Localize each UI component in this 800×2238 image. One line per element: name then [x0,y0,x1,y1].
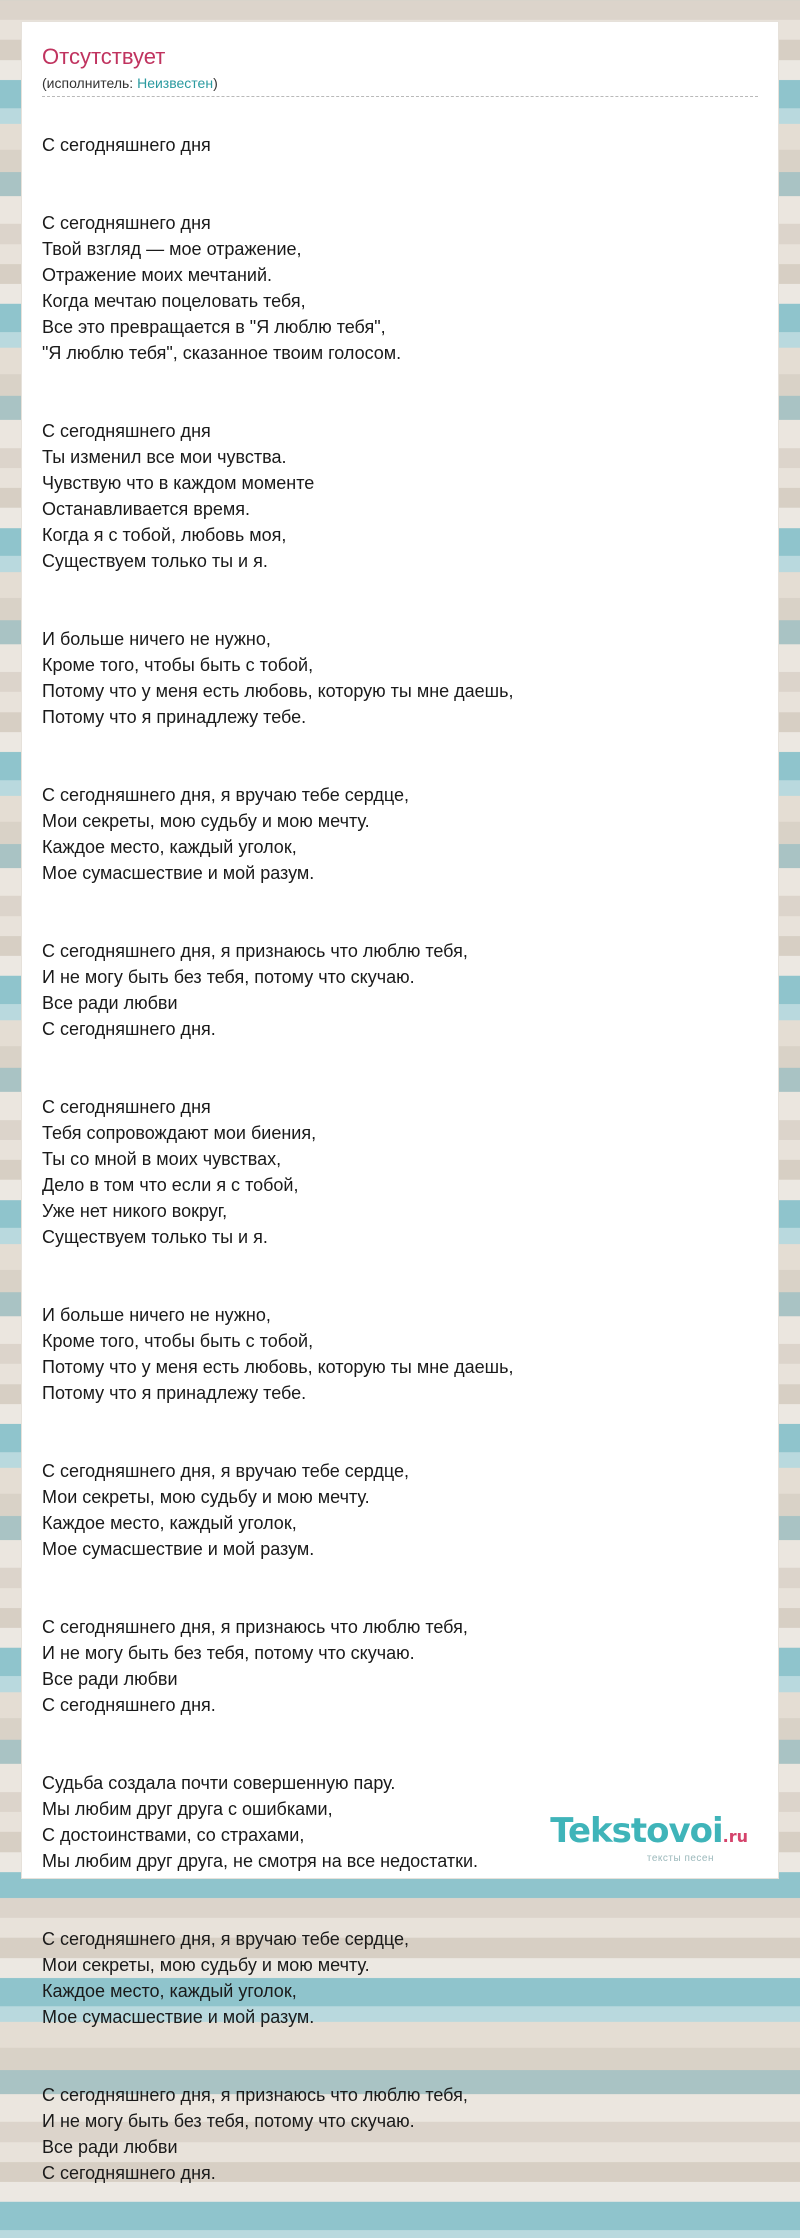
artist-link[interactable]: Неизвестен [137,75,214,91]
lyrics-stanza: И больше ничего не нужно, Кроме того, чтобы быть с тобой, Потому что у меня есть любовь, которую ты мне даешь, Потому что я принадлежу тебе. [42,1305,514,1403]
lyrics-text [42,106,758,2238]
logo-tagline: тексты песен [646,1853,714,1864]
song-title: Отсутствует [42,44,166,69]
lyrics-stanza: Судьба создала почти совершенную пару. Мы любим друг друга с ошибками, С достоинствами, со страхами, Мы любим друг друга, не смотря на все недостатки. [42,1773,479,1871]
lyrics-stanza: С сегодняшнего дня, я вручаю тебе сердце, Мои секреты, мою судьбу и мою мечту. Каждое место, каждый уголок, Мое сумасшествие и мой разум. [42,1461,409,1559]
lyrics-stanza: С сегодняшнего дня Тебя сопровождают мои биения, Ты со мной в моих чувствах, Дело в том что если я с тобой, Уже нет никого вокруг, Существуем только ты и я. [42,1097,317,1247]
artist-line [42,74,758,92]
logo-name: Tekstovoi [550,1811,723,1851]
logo-tld: .ru [722,1827,748,1846]
lyrics-stanza: С сегодняшнего дня, я признаюсь что люблю тебя, И не могу быть без тебя, потому что скучаю. Все ради любви С сегодняшнего дня. [42,941,468,1039]
song-header [42,44,758,97]
lyrics-stanza: С сегодняшнего дня Ты изменил все мои чувства. Чувствую что в каждом моменте Останавливается время. Когда я с тобой, любовь моя, Существуем только ты и я. [42,421,315,571]
lyrics-card [22,22,778,2183]
lyrics-stanza: С сегодняшнего дня Твой взгляд — мое отражение, Отражение моих мечтаний. Когда мечтаю поцеловать тебя, Все это превращается в "Я люблю тебя", "Я люблю тебя", сказанное твоим голосом. [42,213,402,363]
lyrics-stanza: С сегодняшнего дня, я вручаю тебе сердце, Мои секреты, мою судьбу и мою мечту. Каждое место, каждый уголок, Мое сумасшествие и мой разум. [42,1929,409,2027]
lyrics-stanza: С сегодняшнего дня, я признаюсь что люблю тебя, И не могу быть без тебя, потому что скучаю. Все ради любви С сегодняшнего дня. [42,1617,468,1715]
site-logo[interactable] [550,1813,748,1864]
artist-suffix: ) [213,75,218,91]
lyrics-stanza: И больше ничего не нужно, Кроме того, чтобы быть с тобой, Потому что у меня есть любовь, которую ты мне даешь, Потому что я принадлежу тебе. [42,629,514,727]
lyrics-stanza: С сегодняшнего дня [42,135,211,155]
lyrics-stanza: С сегодняшнего дня, я вручаю тебе сердце, Мои секреты, мою судьбу и мою мечту. Каждое место, каждый уголок, Мое сумасшествие и мой разум. [42,785,409,883]
lyrics-stanza: С сегодняшнего дня, я признаюсь что люблю тебя, И не могу быть без тебя, потому что скучаю. Все ради любви С сегодняшнего дня. [42,2085,468,2183]
artist-prefix: (исполнитель: [42,75,138,91]
logo-wordmark [550,1813,748,1855]
